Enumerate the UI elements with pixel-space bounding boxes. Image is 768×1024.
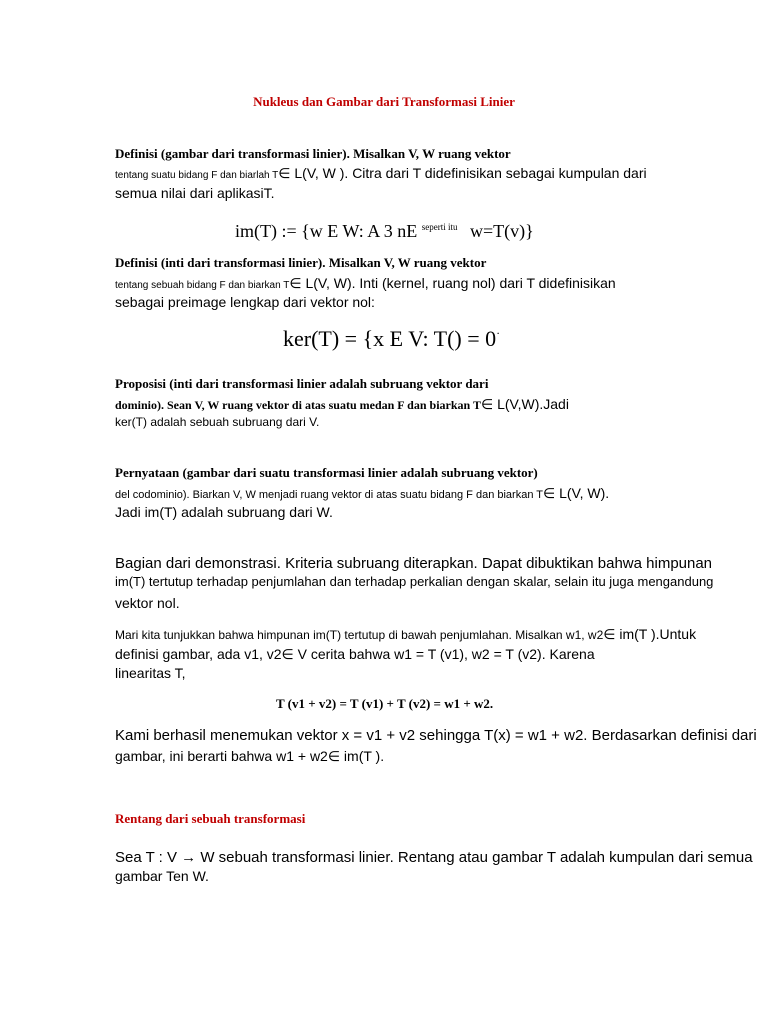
def1-line1-rest: ∈ L(V, W ). Citra dari T didefinisikan sebagai kumpulan dari <box>278 165 647 181</box>
demo-equation: T (v1 + v2) = T (v1) + T (v2) = w1 + w2. <box>276 696 494 711</box>
def1-line1 <box>115 166 647 182</box>
stmt-line2 <box>115 486 609 502</box>
def1-line1-small: tentang suatu bidang F dan biarlah T <box>115 170 279 181</box>
prop-heading-line1: Proposisi (inti dari transformasi linier adalah subruang vektor dari <box>115 376 489 391</box>
def1-formula <box>235 222 534 240</box>
demo-p2-line3: linearitas T, <box>115 665 186 681</box>
prop-heading-line2 <box>115 397 569 413</box>
demo-p3-line1: Kami berhasil menemukan vektor x = v1 + v2 sehingga T(x) = w1 + w2. Berdasarkan definisi dari <box>115 727 757 744</box>
def2-heading: Definisi (inti dari transformasi linier). Misalkan V, W ruang vektor <box>115 255 487 270</box>
stmt-line2-rest: ∈ L(V, W). <box>543 485 610 501</box>
demo-p1-line3: vektor nol. <box>115 595 180 611</box>
section2-line2: gambar Ten W. <box>115 868 209 884</box>
def2-formula <box>283 328 500 350</box>
def1-formula-sup: seperti itu <box>421 222 458 232</box>
def2-formula-main: ker(T) = {x E V: T() = 0 <box>283 326 497 351</box>
def1-formula-main: im(T) := {w E W: A 3 nE <box>235 221 418 241</box>
stmt-line2-small: del codominio). Biarkan V, W menjadi ruang vektor di atas suatu bidang F dan biarkan T <box>115 489 544 501</box>
demo-p2-line1-rest: ∈ im(T ).Untuk <box>603 626 697 642</box>
stmt-heading: Pernyataan (gambar dari suatu transformasi linier adalah subruang vektor) <box>115 465 538 480</box>
prop-heading-line2-rest: ∈ L(V,W).Jadi <box>481 396 569 412</box>
prop-line3: ker(T) adalah sebuah subruang dari V. <box>115 415 320 429</box>
def2-formula-tail: · <box>496 326 501 340</box>
demo-p2-line1 <box>115 627 696 643</box>
def1-line2: semua nilai dari aplikasiT. <box>115 185 275 201</box>
def1-heading: Definisi (gambar dari transformasi linier). Misalkan V, W ruang vektor <box>115 146 511 161</box>
section2-heading: Rentang dari sebuah transformasi <box>115 811 306 826</box>
demo-p1-line2: im(T) tertutup terhadap penjumlahan dan terhadap perkalian dengan skalar, selain itu juga mengandung <box>115 574 714 589</box>
def2-line1-rest: ∈ L(V, W). Inti (kernel, ruang nol) dari T didefinisikan <box>289 275 616 291</box>
def2-line1-small: tentang sebuah bidang F dan biarkan T <box>115 280 290 291</box>
stmt-line3: Jadi im(T) adalah subruang dari W. <box>115 504 333 520</box>
def1-formula-end: w=T(v)} <box>470 221 534 241</box>
def2-line2: sebagai preimage lengkap dari vektor nol: <box>115 294 375 310</box>
demo-p2-line1-small: Mari kita tunjukkan bahwa himpunan im(T) tertutup di bawah penjumlahan. Misalkan w1, w2 <box>115 628 604 642</box>
def2-line1 <box>115 276 616 292</box>
demo-p2-line2: definisi gambar, ada v1, v2∈ V cerita bahwa w1 = T (v1), w2 = T (v2). Karena <box>115 646 595 662</box>
section2-line1: Sea T : V → W sebuah transformasi linier. Rentang atau gambar T adalah kumpulan dari semua <box>115 849 753 866</box>
page-title: Nukleus dan Gambar dari Transformasi Linier <box>253 94 515 109</box>
demo-p3-line2: gambar, ini berarti bahwa w1 + w2∈ im(T ). <box>115 748 385 764</box>
prop-heading-line2-text: dominio). Sean V, W ruang vektor di atas suatu medan F dan biarkan T <box>115 398 481 412</box>
demo-p1-line1: Bagian dari demonstrasi. Kriteria subruang diterapkan. Dapat dibuktikan bahwa himpunan <box>115 555 713 572</box>
